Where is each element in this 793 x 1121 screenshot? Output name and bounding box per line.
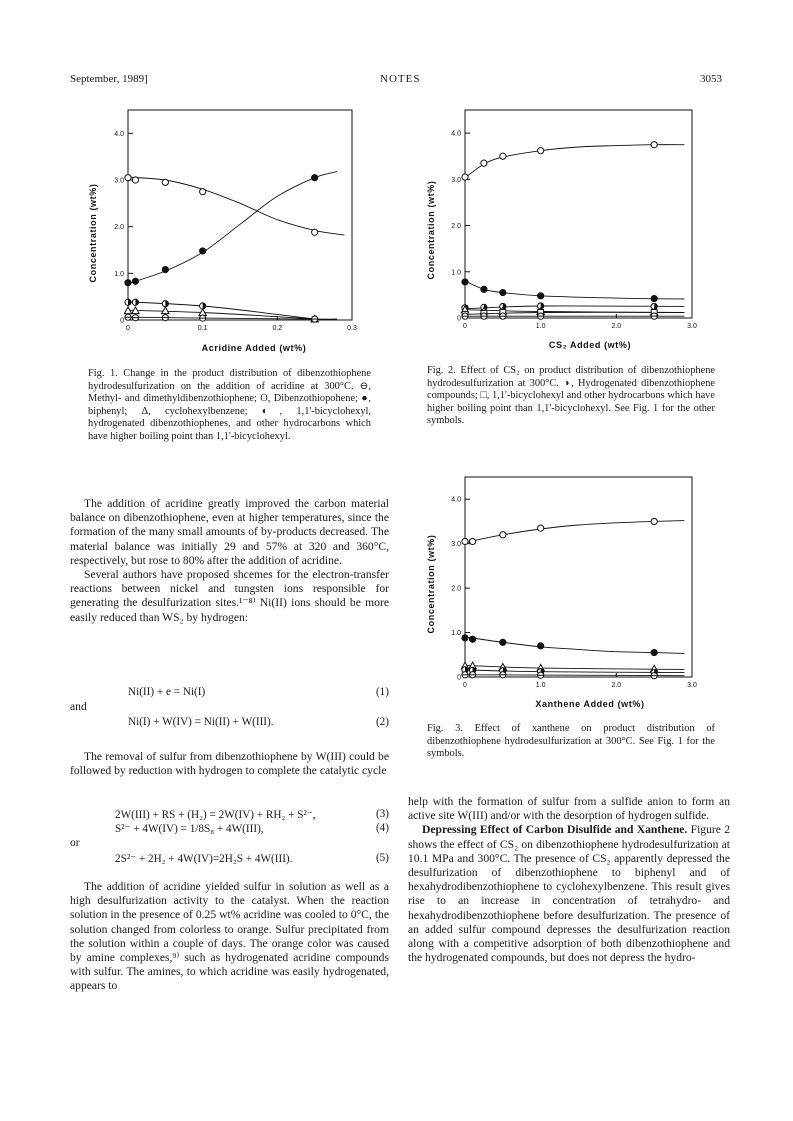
fig1-data-point (312, 316, 318, 322)
fig2-data-point (538, 313, 544, 319)
fig1-series-open-circle (125, 175, 345, 236)
fig1-series-filled-circle (125, 172, 337, 286)
fig3-data-point (651, 673, 657, 679)
fig1-x-tick-label: 0.2 (272, 325, 283, 332)
fig2-data-point (538, 148, 544, 154)
fig2-data-point (651, 313, 657, 319)
figure-2-caption: Fig. 2. Effect of CS₂ on product distribution of dibenzothiophene hydrodesulfurization at 300°C. ◑, Hydrogenated dibenzothiophene compounds; □, 1,1'-bicyclohexyl and other hydrocarbons which have higher boiling point than 1,1'-bicyclohexyl. See Fig. 1 for the other symbols. (427, 365, 715, 427)
fig3-y-tick-label: 2.0 (451, 585, 461, 593)
figure-2-y-axis-label: Concentration (wt%) (426, 180, 436, 280)
fig2-series-line (465, 145, 684, 178)
fig3-series-open-circle (462, 518, 685, 544)
fig2-y-tick-label: 1.0 (451, 269, 461, 277)
fig1-data-point (132, 315, 138, 321)
fig3-data-point (469, 538, 475, 544)
fig1-plot-frame (128, 110, 352, 320)
equation-3-number: (3) (375, 808, 389, 820)
fig3-y-tick-label: 0 (457, 674, 461, 682)
fig1-data-point (132, 299, 138, 305)
fig3-data-point (462, 672, 468, 678)
equation-5: 2S²⁻ + 2H₂ + 4W(IV)=2H₂S + 4W(III). (115, 853, 293, 865)
paragraph-sulfur-solution: The addition of acridine yielded sulfur in solution as well as a high desulfurization activity to the catalyst. When the reaction solution in the presence of 0.25 wt% acridine was cooled to 0°C, the solution changed from colorless to orange. Sulfur precipitated from the solution within a couple of days. The orange color was caused by amine complexes,⁹⁾ such as hydrogenated acridine compounds with sulfur. The amines, to which acridine was easily hydrogenated, appears to (70, 880, 389, 993)
fig1-data-point (132, 278, 138, 284)
equation-2: Ni(I) + W(IV) = Ni(II) + W(III). (128, 716, 274, 728)
fig1-data-point (200, 315, 206, 321)
fig2-series-open-circle (462, 142, 685, 181)
figure-2-x-axis-label: CS₂ Added (wt%) (548, 340, 632, 350)
figure-3-plot-area (451, 477, 697, 689)
fig2-y-tick-label: 2.0 (451, 223, 461, 231)
equation-1-number: (1) (375, 686, 389, 698)
section-heading-depressing-effect: Depressing Effect of Carbon Disulfide and Xanthene. (422, 823, 688, 837)
fig3-x-tick-label: 2.0 (611, 682, 622, 689)
figure-1-caption: Fig. 1. Change in the product distribution of dibenzothiophene hydrodesulfurization on the addition of acridine at 300°C. ⊖, Methyl- and dimethyldibenzothiophene; O, Dibenzothiopohene; ●, biphenyl; Δ, cyclohexylbenzene; ◐, 1,1'-bicyclohexyl, hydrogenated dibenzothiophenes, and other hydrocarbons which have higher boiling point than 1,1'-bicyclohexyl. (88, 368, 371, 442)
fig3-data-point (500, 672, 506, 678)
fig2-x-tick-label: 1.0 (535, 323, 546, 330)
fig3-y-tick-label: 1.0 (451, 630, 461, 638)
fig3-data-point (462, 635, 468, 641)
fig3-x-tick-label: 0 (463, 682, 467, 689)
fig2-data-point (462, 279, 468, 285)
fig1-data-point (162, 179, 168, 185)
fig1-y-tick-label: 3.0 (114, 177, 124, 185)
fig2-y-tick-label: 3.0 (451, 176, 461, 184)
left-column-intro (70, 497, 389, 625)
fig1-data-point (162, 267, 168, 273)
fig3-x-tick-label: 3.0 (687, 682, 697, 689)
fig2-y-tick-label: 4.0 (451, 130, 461, 138)
figure-1-x-axis-label: Acridine Added (wt%) (201, 343, 307, 353)
fig1-y-tick-label: 1.0 (114, 270, 124, 278)
fig1-x-tick-label: 0 (126, 325, 130, 332)
paragraph-cs2-effect: Figure 2 shows the effect of CS₂ on dibenzothiophene hydrodesulfurization at 10.1 MPa and 300°C. The presence of CS₂ apparently depressed the desulfurization of dibenzothiophene to biphenyl and of hexahydrodibenzothiophene to cyclohexylbenzene. This result gives rise to an increase in concentration of tetrahydro- and hexahydrodibenzothiophene before desulfurization. The presence of an added sulfur compound depresses the desulfurization reaction along with a competitive adsorption of both dibenzothiophene and the hydrogenated compounds, but does not depress the hydro- (408, 823, 730, 965)
fig1-data-point (200, 189, 206, 195)
fig1-series-line (128, 302, 315, 319)
fig1-data-point (132, 177, 138, 183)
fig3-data-point (538, 643, 544, 649)
fig1-data-point (162, 307, 169, 314)
equation-4: S²⁻ + 4W(IV) = 1/8S₈ + 4W(III), (115, 823, 264, 835)
paragraph-catalytic-cycle: The removal of sulfur from dibenzothiophene by W(III) could be followed by reduction with hydrogen to complete the catalytic cycle (70, 750, 389, 778)
fig2-series-filled-circle (462, 279, 685, 302)
figure-1-chart (78, 98, 378, 358)
fig2-data-point (500, 313, 506, 319)
fig3-data-point (469, 672, 475, 678)
fig1-data-point (125, 280, 131, 286)
figure-2-chart (418, 98, 718, 356)
fig1-x-tick-label: 0.1 (197, 325, 208, 332)
fig3-data-point (651, 649, 657, 655)
right-column-text (408, 795, 730, 965)
fig3-data-point (500, 639, 506, 645)
fig3-series-line (465, 521, 684, 544)
figure-3-caption: Fig. 3. Effect of xanthene on product distribution of dibenzothiophene hydrodesulfurization at 300°C. See Fig. 1 for the symbols. (427, 723, 715, 760)
fig1-data-point (162, 315, 168, 321)
paragraph-electron-transfer: Several authors have proposed shcemes for the electron-transfer reactions between nickel and tungsten ions responsible for generating the desulfurization sites.¹⁻⁸⁾ Ni(II) ions should be more easily reduced than WS₂ by hydrogen: (70, 568, 389, 624)
fig1-y-tick-label: 0 (120, 317, 124, 325)
equation-5-number: (5) (375, 852, 389, 864)
fig3-data-point (462, 538, 468, 544)
equation-3: 2W(III) + RS + (H₂) = 2W(IV) + RH₂ + S²⁻, (115, 809, 316, 821)
fig3-y-tick-label: 3.0 (451, 541, 461, 549)
fig3-data-point (500, 532, 506, 538)
fig1-data-point (125, 175, 131, 181)
fig3-y-tick-label: 4.0 (451, 496, 461, 504)
fig1-series-line (128, 177, 345, 235)
fig1-data-point (312, 175, 318, 181)
fig2-x-tick-label: 3.0 (687, 323, 697, 330)
fig2-data-point (651, 295, 657, 301)
figure-1-plot-area (114, 110, 357, 332)
fig2-data-point (651, 142, 657, 148)
fig2-data-point (500, 289, 506, 295)
equation-2-number: (2) (375, 716, 389, 728)
fig2-y-tick-label: 0 (457, 315, 461, 323)
fig2-data-point (462, 174, 468, 180)
fig3-data-point (538, 672, 544, 678)
figure-2-plot-area (451, 110, 697, 330)
fig1-y-tick-label: 4.0 (114, 130, 124, 138)
fig2-data-point (481, 160, 487, 166)
fig1-x-tick-label: 0.3 (347, 325, 357, 332)
fig1-series-line (128, 172, 337, 284)
fig1-data-point (162, 301, 168, 307)
fig1-data-point (125, 299, 131, 305)
page-number: 3053 (700, 73, 722, 85)
left-column-catalytic (70, 750, 389, 778)
running-header-left: September, 1989] (70, 73, 148, 85)
paragraph-sulfide-anion: help with the formation of sulfur from a sulfide anion to form an active site W(III) and/or with the desorption of hydrogen sulfide. (408, 795, 730, 823)
fig2-data-point (500, 153, 506, 159)
fig1-data-point (312, 229, 318, 235)
fig2-data-point (538, 293, 544, 299)
left-column-sulfur (70, 880, 389, 994)
fig3-data-point (651, 518, 657, 524)
fig3-series-line (465, 665, 684, 669)
fig2-x-tick-label: 0 (463, 323, 467, 330)
equation-1: Ni(II) + e = Ni(I) (128, 686, 206, 698)
fig3-plot-frame (465, 477, 692, 677)
conjunction-and: and (70, 700, 87, 713)
figure-3-y-axis-label: Concentration (wt%) (426, 534, 436, 634)
running-header-title: NOTES (380, 73, 421, 85)
fig2-data-point (481, 286, 487, 292)
figure-3-chart (418, 467, 718, 717)
fig1-data-point (200, 248, 206, 254)
fig1-data-point (125, 314, 131, 320)
fig2-data-point (462, 313, 468, 319)
figure-1-y-axis-label: Concentration (wt%) (88, 183, 98, 283)
fig2-plot-frame (465, 110, 692, 318)
conjunction-or: or (70, 836, 80, 849)
fig3-series-filled-circle (462, 635, 685, 656)
fig3-data-point (469, 636, 475, 642)
fig3-x-tick-label: 1.0 (535, 682, 546, 689)
fig1-y-tick-label: 2.0 (114, 224, 124, 232)
fig3-data-point (538, 525, 544, 531)
figure-3-x-axis-label: Xanthene Added (wt%) (535, 699, 645, 709)
fig2-x-tick-label: 2.0 (611, 323, 622, 330)
equation-4-number: (4) (375, 822, 389, 834)
paragraph-acridine-balance: The addition of acridine greatly improved the carbon material balance on dibenzothiophene, even at higher temperatures, since the formation of the many small amounts of by-products decreased. The material balance was initially 29 and 57% at 320 and 360°C, respectively, but rose to 80% after the addition of acridine. (70, 497, 389, 567)
fig2-data-point (481, 313, 487, 319)
